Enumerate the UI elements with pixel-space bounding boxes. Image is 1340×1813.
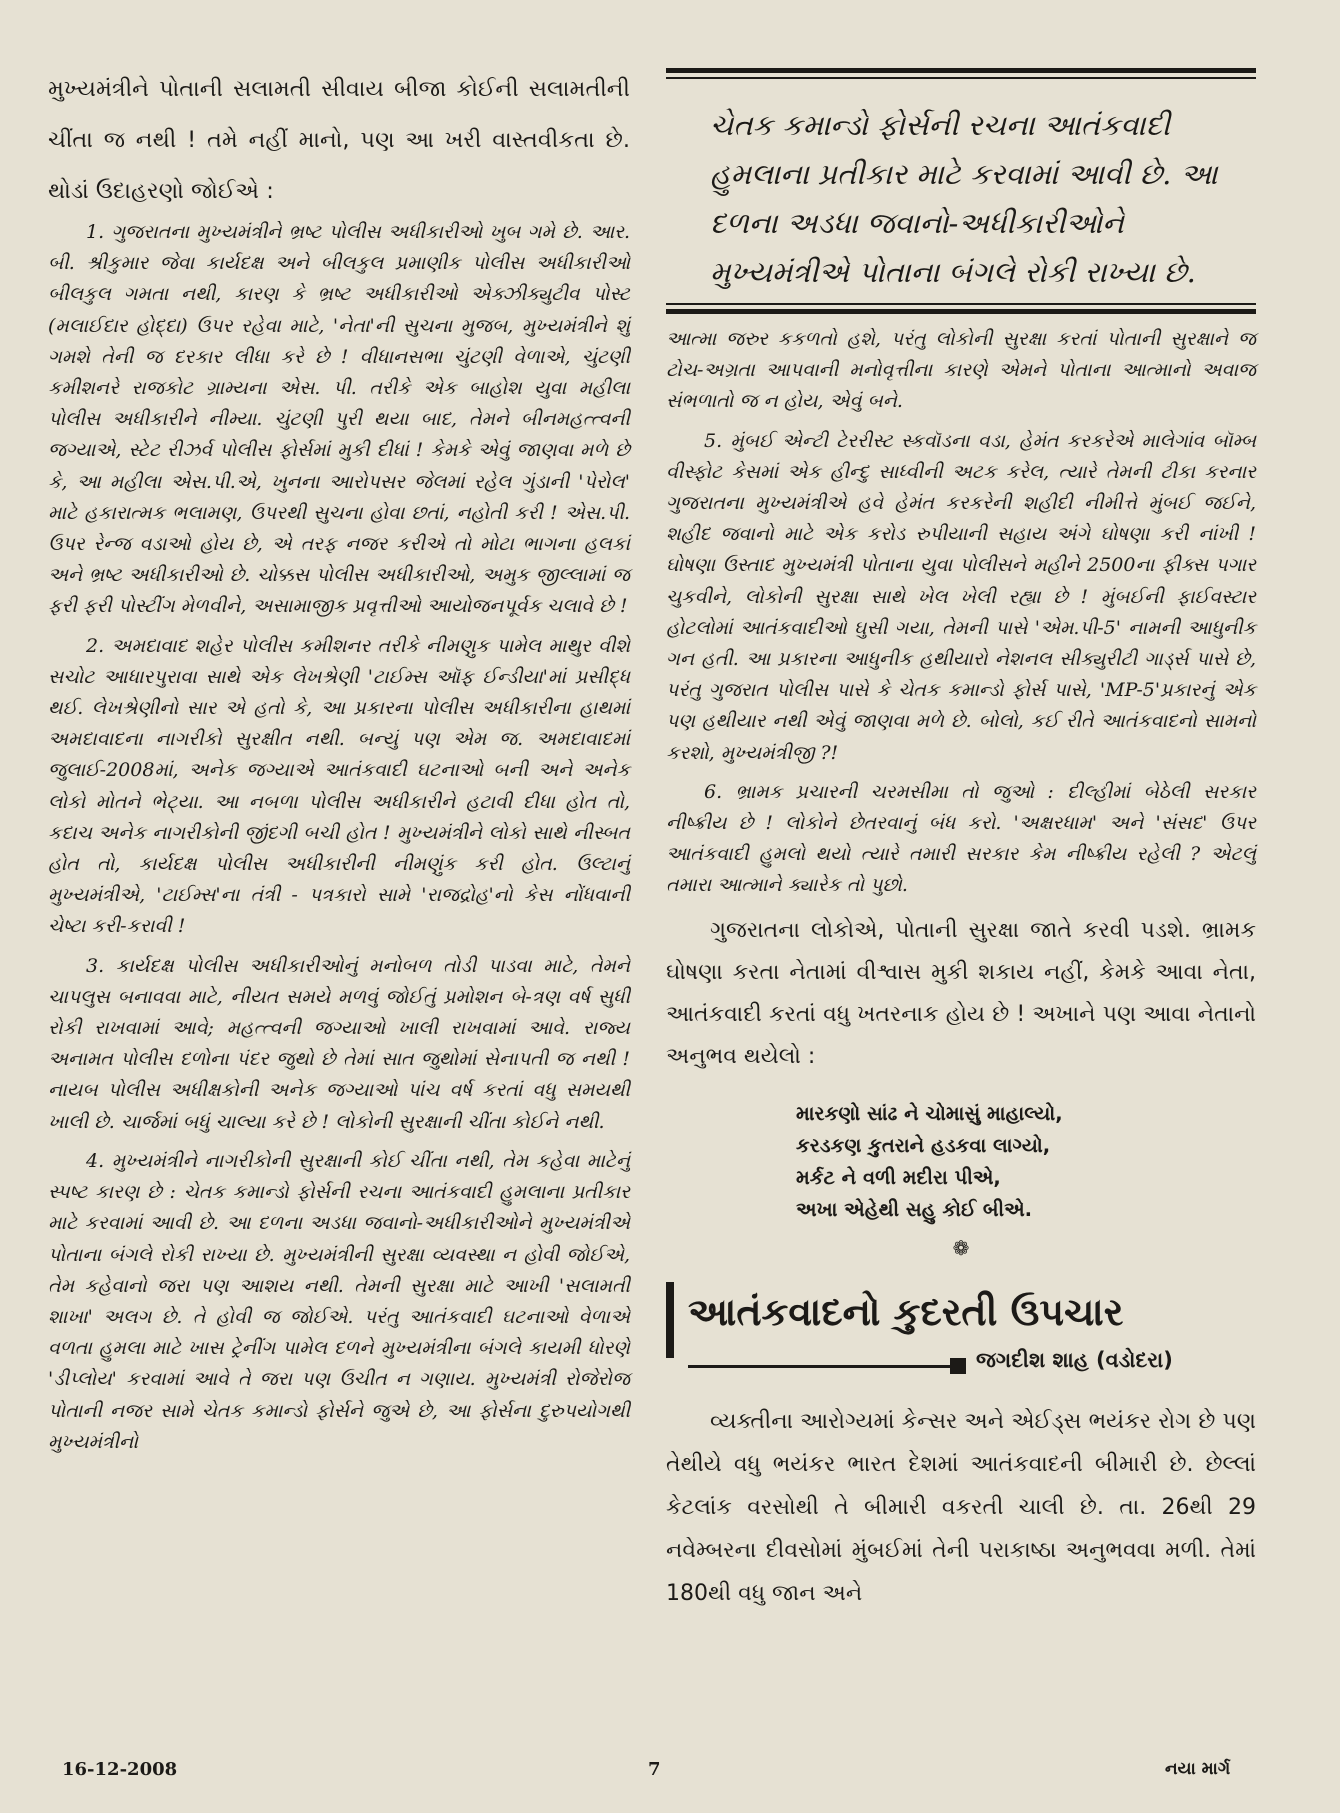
point-4-paragraph: 4. મુખ્યમંત્રીને નાગરીકોની સુરક્ષાની કોઈ ચીંતા નથી, તેમ કહેવા માટેનું સ્પષ્ટ કારણ છે : ચેતક કમાન્ડો ફોર્સની રચના આતંકવાદી હુમલાના પ્રતીકાર માટે કરવામાં આવી છે. આ દળના અડધા જવાનો-અધીકારીઓને મુખ્યમંત્રીએ પોતાના બંગલે રોકી રાખ્યા છે. મુખ્યમંત્રીની સુરક્ષા વ્યવસ્થા ન હોવી જોઈએ, તેમ કહેવાનો જરા પણ આશય નથી. તેમની સુરક્ષા માટે આખી 'સલામતી શાખા' અલગ છે. તે હોવી જ જોઈએ. પરંતુ આતંકવાદી ઘટનાઓ વેળાએ વળતા હુમલા માટે ખાસ ટ્રેનીંગ પામેલ દળને મુખ્યમંત્રીના બંગલે કાયમી ધોરણે 'ડીપ્લોય' કરવામાં આવે તે જરા પણ ઉચીત ન ગણાય. મુખ્યમંત્રી રોજેરોજ પોતાની નજર સામે ચેતક કમાન્ડો ફોર્સને જુએ છે, આ ફોર્સના દુરુપયોગથી મુખ્યમંત્રીનો <box>48 1149 630 1453</box>
point-1-paragraph: 1. ગુજરાતના મુખ્યમંત્રીને ભ્રષ્ટ પોલીસ અધીકારીઓ ખુબ ગમે છે. આર. બી. શ્રીકુમાર જેવા કાર્યદક્ષ અને બીલકુલ પ્રમાણીક પોલીસ અધીકારીઓ બીલકુલ ગમતા નથી, કારણ કે ભ્રષ્ટ અધીકારીઓ એક્ઝીક્યુટીવ પોસ્ટ (મલાઈદાર હોદ્દા) ઉપર રહેવા માટે, 'નેતા'ની સુચના મુજબ, મુખ્યમંત્રીને શું ગમશે તેની જ દરકાર લીધા કરે છે ! વીધાનસભા ચુંટણી વેળાએ, ચુંટણી કમીશનરે રાજકોટ ગ્રામ્યના એસ. પી. તરીકે એક બાહોશ યુવા મહીલા પોલીસ અધીકારીને નીમ્યા. ચુંટણી પુરી થયા બાદ, તેમને બીનમહત્ત્વની જગ્યાએ, સ્ટેટ રીઝર્વ પોલીસ ફોર્સમાં મુકી દીધાં ! કેમકે એવું જાણવા મળે છે કે, આ મહીલા એસ.પી.એ, ખુનના આરોપસર જેલમાં રહેલ ગુંડાની 'પેરોલ' માટે હકારાત્મક ભલામણ, ઉપરથી સુચના હોવા છતાં, નહોતી કરી ! એસ.પી. ઉપર રેન્જ વડાઓ હોય છે, એ તરફ નજર કરીએ તો મોટા ભાગના હલકાં અને ભ્રષ્ટ અધીકારીઓ છે. ચોક્કસ પોલીસ અધીકારીઓ, અમુક જીલ્લામાં જ ફરી ફરી પોસ્ટીંગ મેળવીને, અસામાજીક પ્રવૃત્તીઓ આયોજનપૂર્વક ચલાવે છે ! <box>48 221 630 618</box>
point-6-paragraph: 6. ભ્રામક પ્રચારની ચરમસીમા તો જુઓ : દીલ્હીમાં બેઠેલી સરકાર નીષ્ક્રીય છે ! લોકોને છેતરવાનું બંધ કરો. 'અક્ષરધામ' અને 'સંસદ' ઉપર આતંકવાદી હુમલો થયો ત્યારે તમારી સરકાર કેમ નીષ્ક્રીય રહેલી ? એટલું તમારા આત્માને ક્યારેક તો પુછો. <box>666 780 1256 897</box>
pull-quote-rule-top <box>666 68 1256 73</box>
pull-quote-text: ચેતક કમાન્ડો ફોર્સની રચના આતંકવાદી હુમલાના પ્રતીકાર માટે કરવામાં આવી છે. આ દળના અડધા જવાનો-અધીકારીઓને મુખ્યમંત્રીએ પોતાના બંગલે રોકી રાખ્યા છે. <box>710 108 1218 289</box>
continuation-paragraph: આત્મા જરુર કકળતો હશે, પરંતુ લોકોની સુરક્ષા કરતાં પોતાની સુરક્ષાને જ ટોચ-અગ્રતા આપવાની મનોવૃત્તીના કારણે એમને પોતાના આત્માનો અવાજ સંભળાતો જ ન હોય, એવું બને. <box>666 328 1256 413</box>
right-column <box>666 64 1256 1615</box>
footer-page-number: 7 <box>648 1759 661 1780</box>
intro-paragraph: મુખ્યમંત્રીને પોતાની સલામતી સીવાય બીજા કોઈની સલામતીની ચીંતા જ નથી ! તમે નહીં માનો, પણ આ ખરી વાસ્તવીકતા છે. થોડાં ઉદાહરણો જોઈએ : <box>48 76 630 204</box>
article-byline: જગદીશ શાહ (વડોદરા) <box>976 1347 1173 1372</box>
pull-quote-rule-bottom <box>666 309 1256 314</box>
title-side-bar <box>666 1282 674 1358</box>
footer-date: 16-12-2008 <box>62 1759 178 1780</box>
akha-verse <box>796 1098 1256 1226</box>
left-column <box>48 64 630 1466</box>
point-5-paragraph: 5. મુંબઈ એન્ટી ટેરરીસ્ટ સ્કવૉડના વડા, હેમંત કરકરેએ માલેગાંવ બૉમ્બ વીસ્ફોટ કેસમાં એક હીન્દુ સાધ્વીની અટક કરેલ, ત્યારે તેમની ટીકા કરનાર ગુજરાતના મુખ્યમંત્રીએ હવે હેમંત કરકરેની શહીદી નીમીત્તે મુંબઈ જઈને, શહીદ જવાનો માટે એક કરોડ રુપીયાની સહાય અંગે ઘોષણા કરી નાંખી ! ઘોષણા ઉસ્તાદ મુખ્યમંત્રી પોતાના યુવા પોલીસને મહીને 2500ના ફીક્સ પગાર ચુકવીને, લોકોની સુરક્ષા સાથે ખેલ ખેલી રહ્યા છે ! મુંબઈની ફાઈવસ્ટાર હોટલોમાં આતંકવાદીઓ ઘુસી ગયા, તેમની પાસે 'એમ.પી-5' નામની આધુનીક ગન હતી. આ પ્રકારના આધુનીક હથીયારો નેશનલ સીક્યુરીટી ગાર્ડ્સ પાસે છે, પરંતુ ગુજરાત પોલીસ પાસે કે ચેતક કમાન્ડો ફોર્સ પાસે, 'MP-5'પ્રકારનું એક પણ હથીયાર નથી એવું જાણવા મળે છે. બોલો, કઈ રીતે આતંકવાદનો સામનો કરશો, મુખ્યમંત્રીજી ?! <box>666 429 1256 764</box>
verse-line: કરડકણ કુતરાને હડકવા લાગ્યો, <box>796 1133 1051 1157</box>
ornament-icon: ❁ <box>952 1235 970 1260</box>
pull-quote-box <box>666 68 1256 314</box>
byline-square-icon <box>950 1358 966 1374</box>
point-3-paragraph: 3. કાર્યદક્ષ પોલીસ અધીકારીઓનું મનોબળ તોડી પાડવા માટે, તેમને ચાપલુસ બનાવવા માટે, નીયત સમયે મળવું જોઈતું પ્રમોશન બે-ત્રણ વર્ષ સુધી રોકી રાખવામાં આવે; મહત્ત્વની જગ્યાઓ ખાલી રાખવામાં આવે. રાજ્ય અનામત પોલીસ દળોના પંદર જુથો છે તેમાં સાત જુથોમાં સેનાપતી જ નથી ! નાયબ પોલીસ અધીક્ષકોની અનેક જગ્યાઓ પાંચ વર્ષ કરતાં વધુ સમયથી ખાલી છે. ચાર્જમાં બધું ચાલ્યા કરે છે ! લોકોની સુરક્ષાની ચીંતા કોઈને નથી. <box>48 954 630 1133</box>
article-body-paragraph: વ્યક્તીના આરોગ્યમાં કેન્સર અને એઈડ્સ ભયંકર રોગ છે પણ તેથીયે વધુ ભયંકર ભારત દેશમાં આતંકવાદની બીમારી છે. છેલ્લાં કેટલાંક વરસોથી તે બીમારી વકરતી ચાલી છે. તા. 26થી 29 નવેમ્બરના દીવસોમાં મુંબઈમાં તેની પરાકાષ્ઠા અનુભવવા મળી. તેમાં 180થી વધુ જાન અને <box>666 1408 1256 1606</box>
article-header <box>666 1264 1256 1394</box>
verse-line: અખા એહેથી સહુ કોઈ બીએ. <box>796 1197 1033 1221</box>
point-2-paragraph: 2. અમદાવાદ શહેર પોલીસ કમીશનર તરીકે નીમણુક પામેલ માથુર વીશે સચોટ આધારપુરાવા સાથે એક લેખશ્રેણી 'ટાઈમ્સ ઑફ ઈન્ડીયા'માં પ્રસીદ્ધ થઈ. લેખશ્રેણીનો સાર એ હતો કે, આ પ્રકારના પોલીસ અધીકારીના હાથમાં અમદાવાદના નાગરીકો સુરક્ષીત નથી. બન્યું પણ એમ જ. અમદાવાદમાં જુલાઈ-2008માં, અનેક જગ્યાએ આતંકવાદી ઘટનાઓ બની અને અનેક લોકો મોતને ભેટ્યા. આ નબળા પોલીસ અધીકારીને હટાવી દીધા હોત તો, કદાચ અનેક નાગરીકોની જીંદગી બચી હોત ! મુખ્યમંત્રીને લોકો સાથે નીસ્બત હોત તો, કાર્યદક્ષ પોલીસ અધીકારીની નીમણુંક કરી હોત. ઉલ્ટાનું મુખ્યમંત્રીએ, 'ટાઈમ્સ'ના તંત્રી - પત્રકારો સામે 'રાજદ્રોહ'નો કેસ નોંધવાની ચેષ્ટા કરી-કરાવી ! <box>48 634 630 938</box>
pull-quote-rule-bottom-thin <box>666 303 1256 305</box>
conclusion-paragraph: ગુજરાતના લોકોએ, પોતાની સુરક્ષા જાતે કરવી પડશે. ભ્રામક ઘોષણા કરતા નેતામાં વીશ્વાસ મુકી શકાય નહીં, કેમકે આવા નેતા, આતંકવાદી કરતાં વધુ ખતરનાક હોય છે ! અખાને પણ આવા નેતાનો અનુભવ થયેલો : <box>666 917 1256 1069</box>
verse-line: મર્કટ ને વળી મદીરા પીએ, <box>796 1165 1001 1189</box>
byline-rule <box>688 1365 953 1368</box>
verse-line: મારકણો સાંઢ ને ચોમાસું માહાલ્યો, <box>796 1101 1063 1125</box>
footer-magazine-name: નયા માર્ગ <box>1165 1759 1231 1779</box>
article-title: આતંકવાદનો કુદરતી ઉપચાર <box>688 1289 1124 1334</box>
